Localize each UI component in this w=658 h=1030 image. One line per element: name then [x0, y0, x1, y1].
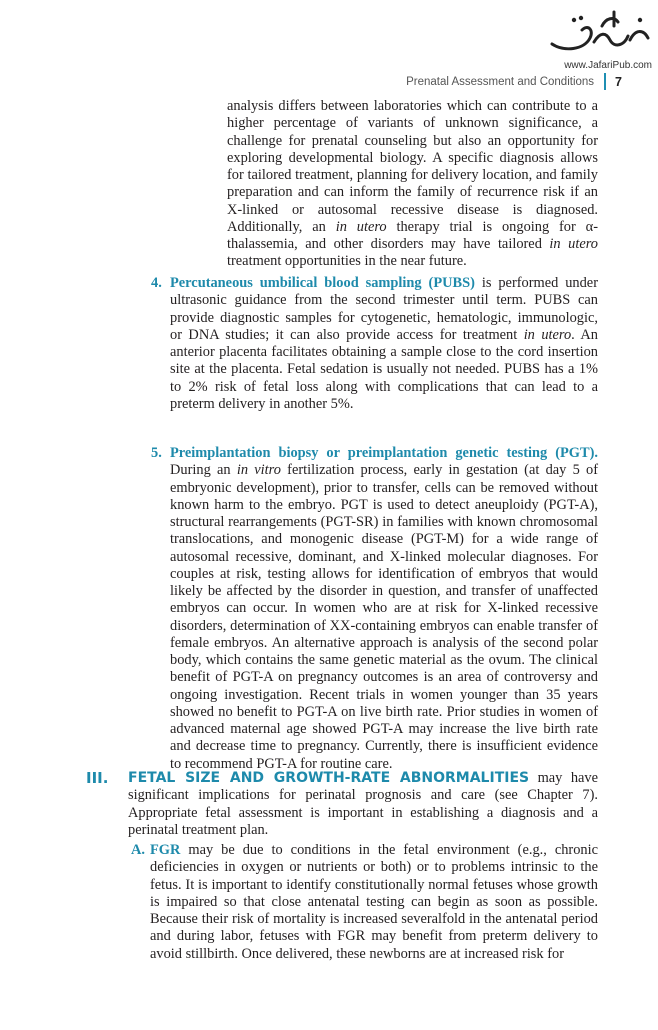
list-item-fgr: [150, 842, 598, 963]
italic-term: in utero: [523, 326, 572, 343]
text-run: treatment opportunities in the near future.: [227, 253, 467, 270]
page-number: 7: [615, 74, 622, 89]
item-term: Percutaneous umbilical blood sampling (PUBS): [170, 275, 475, 291]
italic-term: in utero: [549, 236, 598, 252]
text-run: may have significant implications for perinatal prognosis and care (see Chapter 7). Appropriate fetal assessment is important in establishing a diagnosis and a perinatal treatment plan.: [128, 770, 598, 838]
text-run: fertilization process, early in gestation (at day 5 of embryonic development), prior to transfer, cells can be removed without known harm to the embryo. PGT is used to detect aneuploidy (PGT-A), structural rearrangements (PGT-SR) in families with known chromosomal translocations, and monogenic disease (PGT-M) for a wide range of autosomal recessive, dominant, and X-linked molecular diagnoses. For couples at risk, testing allows for identification of embryos that would likely be affected by the disorder in question, and transfer of unaffected embryos can occur. In women who are at risk for X-linked recessive disorders, determination of XX-containing embryos can enable transfer of female embryos. An alternative approach is analysis of the second polar body, which contains the same genetic material as the ovum. The clinical benefit of PGT-A on pregnancy outcomes is an area of controversy and ongoing investigation. Recent trials in women younger than 35 years showed no benefit to PGT-A on live birth rate. Prior studies in women of advanced maternal age showed PGT-A may increase the live birth rate and decrease time to pregnancy. Currently, there is insufficient evidence to recommend PGT-A for routine care.: [170, 462, 599, 772]
text-run: During an: [170, 462, 237, 479]
continuation-paragraph: [227, 98, 598, 271]
item-number: 5.: [151, 445, 162, 461]
publisher-logo: [544, 6, 656, 71]
item-term: Preimplantation biopsy or preimplantation genetic testing (PGT).: [170, 445, 598, 461]
item-number: 4.: [151, 275, 162, 291]
item-letter: A.: [131, 842, 145, 858]
text-run: analysis differs between laboratories which can contribute to a higher percentage of variants of unknown significance, a challenge for prenatal counseling but also an opportunity for exploring developmental biology. A specific diagnosis allows for tailored treatment, planning for delivery location, and family preparation and can inform the family of recurrence risk if an X-linked or autosomal recessive disease is diagnosed. Additionally, an: [227, 98, 598, 235]
italic-term: in utero: [335, 218, 387, 235]
item-term: FGR: [150, 842, 181, 858]
text-run: may be due to conditions in the fetal environment (e.g., chronic deficiencies in oxygen or nutrients or both) or to problems intrinsic to the fetus. It is important to identify constitutionally normal fetuses whose growth is impaired so that close antenatal testing can begin as soon as possible. Because their risk of mortality is increased severalfold in the antenatal period and during labor, fetuses with FGR may benefit from preterm delivery to avoid stillbirth. Once delivered, these newborns are at increased risk for: [150, 842, 598, 962]
section-iii-paragraph: [128, 770, 598, 839]
calligraphy-logo-icon: [544, 6, 656, 54]
section-heading: FETAL SIZE AND GROWTH-RATE ABNORMALITIES: [128, 770, 530, 786]
text-run: is performed under ultrasonic guidance from the second trimester until term. PUBS can provide diagnostic samples for cytogenetic, hematologic, immunologic, or DNA studies; it can also provide access for treatment: [170, 275, 598, 343]
text-run: . An anterior placenta facilitates obtaining a sample close to the cord insertion site at the placenta. Fetal sedation is usually not needed. PUBS has a 1% to 2% risk of fetal loss along with complications that can lead to a preterm delivery in another 5%.: [170, 326, 598, 412]
running-head: [406, 73, 622, 90]
list-item-pubs: [170, 275, 598, 413]
text-run: therapy trial is ongoing for α-thalassemia, and other disorders may have tailored: [227, 218, 598, 252]
list-item-pgt: [170, 445, 598, 773]
italic-term: in vitro: [236, 462, 281, 479]
section-roman-numeral: III.: [86, 769, 109, 787]
header-divider: [604, 73, 606, 90]
running-title: Prenatal Assessment and Conditions: [406, 75, 595, 88]
publisher-url[interactable]: www.JafariPub.com: [564, 60, 652, 71]
